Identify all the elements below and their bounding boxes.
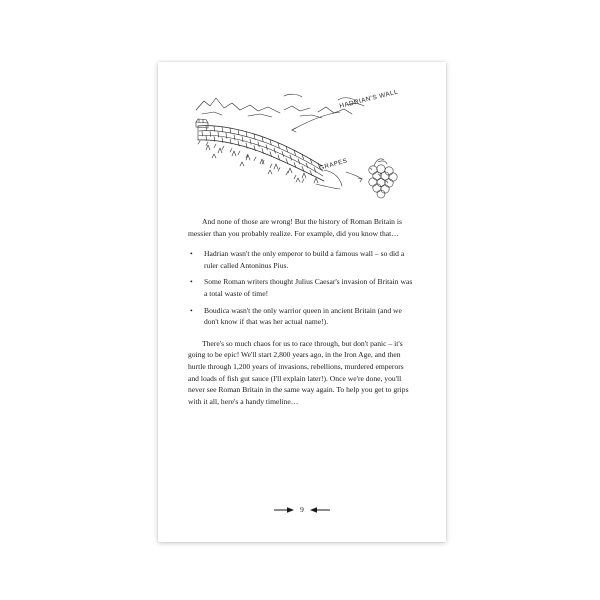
bullet-marker-icon: •	[190, 305, 193, 315]
illustration-svg	[188, 86, 416, 204]
list-item	[188, 276, 416, 299]
list-item	[188, 305, 416, 328]
folio	[188, 505, 416, 514]
bullet-marker-icon: •	[190, 249, 193, 259]
page-number: 9	[300, 505, 304, 514]
list-item-text: Hadrian wasn't the only emperor to build a famous wall – so did a ruler called Antoninus Pius.	[204, 249, 405, 270]
page-content-area	[188, 86, 416, 522]
page-body-text	[188, 216, 416, 407]
list-item	[188, 248, 416, 271]
paragraph-intro: And none of those are wrong! But the history of Roman Britain is messier than you probably realize. For example, did you know that…	[188, 217, 402, 238]
illustration-label-grapes: GRAPES	[318, 157, 349, 172]
list-item-text: Some Roman writers thought Julius Caesar's invasion of Britain was a total waste of time!	[204, 277, 413, 298]
ornament-left-icon	[273, 506, 295, 514]
book-page	[158, 62, 446, 542]
list-item-text: Boudica wasn't the only warrior queen in ancient Britain (and we don't know if that was her actual name!).	[204, 305, 402, 327]
bullet-marker-icon: •	[190, 277, 193, 287]
paragraph-closing: There's so much chaos for us to race through, but don't panic – it's going to be epic! We'll start 2,800 years ago, in the Iron Age, and then hurtle through 1,200 years of invasions, rebellions, murdered emperors and loads of fish gut sauce (I'll explain later!). Once we're done, you'll never see Roman Britain in the same way again. To help you get to grips with it all, here's a handy timeline…	[188, 338, 409, 406]
illustration-label-hadrians-wall: HADRIAN'S WALL	[338, 88, 399, 110]
hadrians-wall-illustration	[188, 86, 416, 204]
fact-list	[188, 248, 416, 328]
ornament-right-icon	[309, 506, 331, 514]
